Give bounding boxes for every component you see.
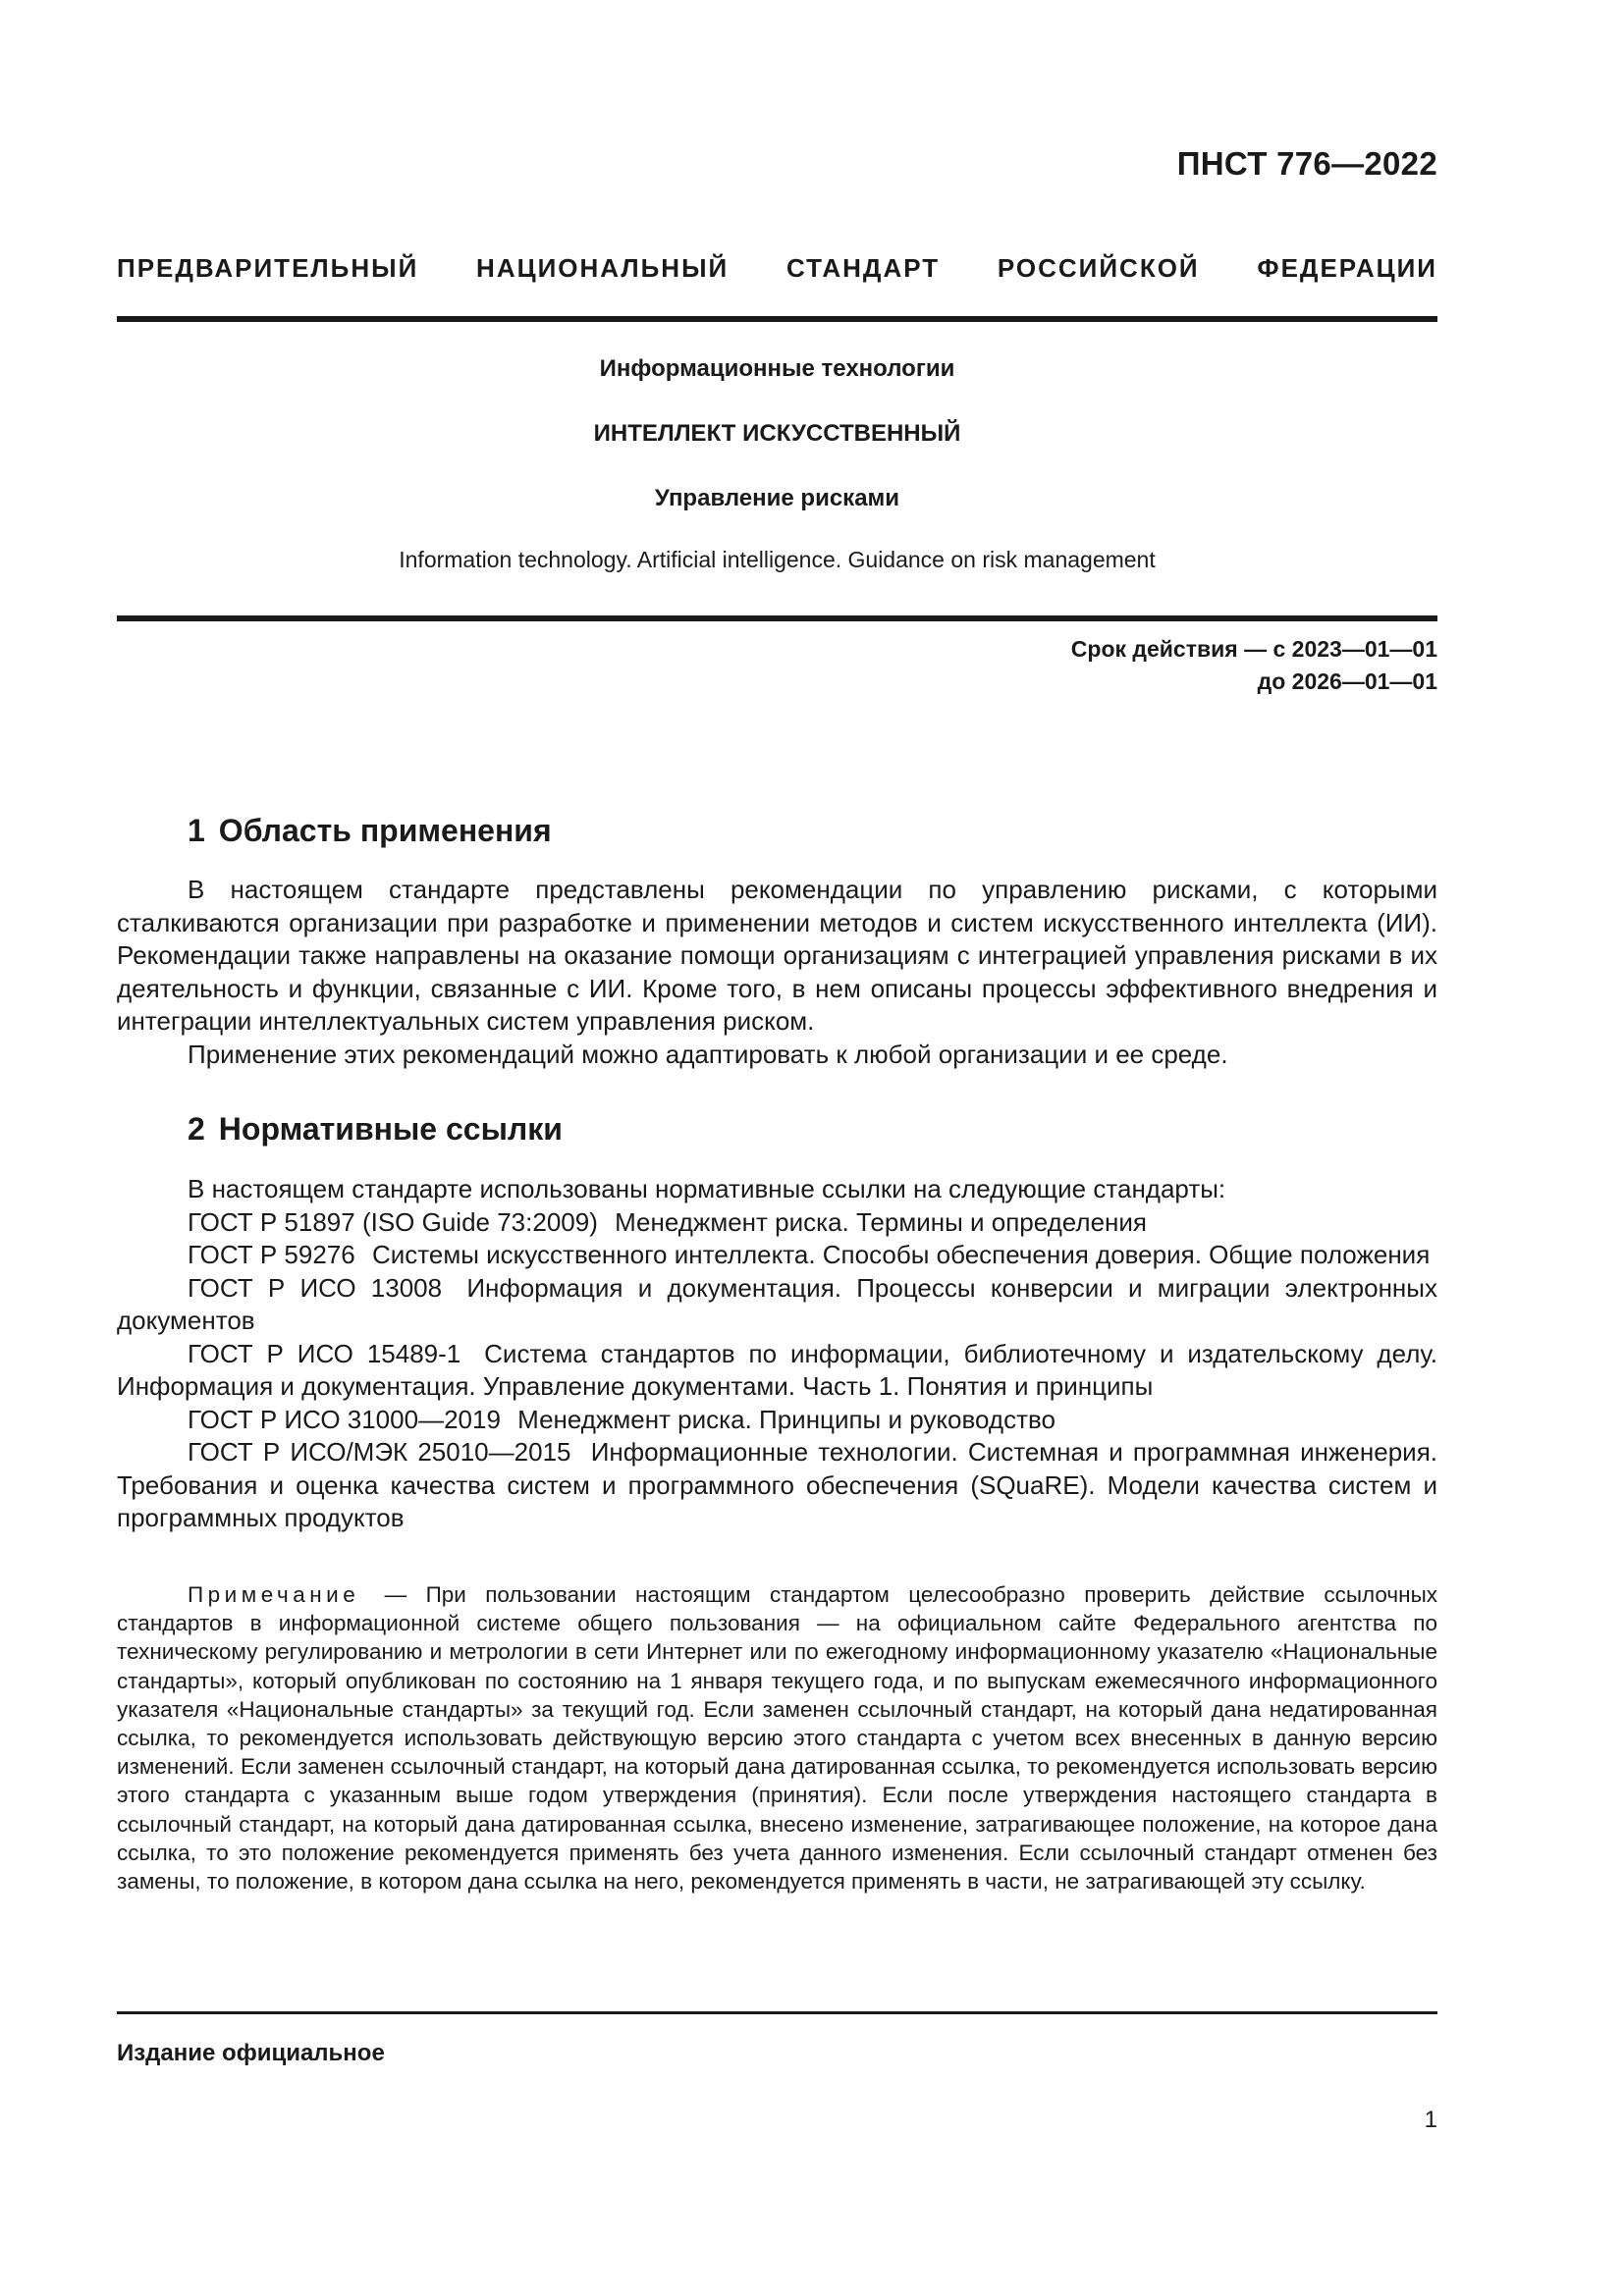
section-2-intro: В настоящем стандарте использованы нормативные ссылки на следующие стандарты: xyxy=(188,1174,1226,1203)
reference-item xyxy=(117,1206,1437,1240)
reference-title: Менеджмент риска. Термины и определения xyxy=(615,1206,1147,1237)
note-text: — При пользовании настоящим стандартом целесообразно проверить действие ссылочных стандартов в информационной системе общего пользования — на официальном сайте Федерального агентства по техническому регулированию и метрологии в сети Интернет или по ежегодному информационному указателю «Национальные стандарты», который опубликован по состоянию на 1 января текущего года, и по выпускам ежемесячного информационного указателя «Национальные стандарты» за текущий год. Если заменен ссылочный стандарт, на который дана недатированная ссылка, то рекомендуется использовать действующую версию этого стандарта с учетом всех внесенных в данную версию изменений. Если заменен ссылочный стандарт, на который дана датированная ссылка, то рекомендуется использовать версию этого стандарта с указанным выше годом утверждения (принятия). Если после утверждения настоящего стандарта в ссылочный стандарт, на который дана датированная ссылка, внесено изменение, затрагивающее положение, на которое дана ссылка, то это положение рекомендуется применять без учета данного изменения. Если ссылочный стандарт отменен без замены, то положение, в котором дана ссылка на него, рекомендуется применять в части, не затрагивающей эту ссылку. xyxy=(117,1582,1437,1895)
section-1-paragraph: В настоящем стандарте представлены рекомендации по управлению рисками, с которыми сталкиваются организации при разработке и применении методов и систем искусственного интеллекта (ИИ). Рекомендации также направлены на оказание помощи организациям с интеграцией управления рисками в их деятельность и функции, связанные с ИИ. Кроме того, в нем описаны процессы эффективного внедрения и интеграции интеллектуальных систем управления риском. xyxy=(117,875,1437,1036)
reference-item xyxy=(117,1436,1437,1535)
reference-code: ГОСТ Р ИСО 31000—2019 xyxy=(188,1404,501,1434)
page-number: 1 xyxy=(1424,2107,1437,2133)
section-2-body xyxy=(117,1173,1437,1535)
reference-item xyxy=(117,1272,1437,1338)
reference-code: ГОСТ Р ИСО/МЭК 25010—2015 xyxy=(188,1437,571,1467)
reference-item xyxy=(117,1338,1437,1404)
standard-kind: ПРЕДВАРИТЕЛЬНЫЙ НАЦИОНАЛЬНЫЙ СТАНДАРТ РОССИЙСКОЙ ФЕДЕРАЦИИ xyxy=(117,253,1437,283)
reference-code: ГОСТ Р ИСО 13008 xyxy=(188,1272,443,1303)
reference-code: ГОСТ Р 59276 xyxy=(188,1240,355,1269)
validity-from: Срок действия — с 2023—01—01 xyxy=(1070,636,1437,662)
section-2-heading xyxy=(188,1111,563,1148)
section-2-number: 2 xyxy=(188,1111,205,1147)
reference-item xyxy=(117,1404,1437,1437)
section-1-number: 1 xyxy=(188,813,205,848)
title-line-2: ИНТЕЛЛЕКТ ИСКУССТВЕННЫЙ xyxy=(593,420,961,447)
header-divider xyxy=(117,316,1437,322)
reference-title: Менеджмент риска. Принципы и руководство xyxy=(517,1404,1056,1434)
note-paragraph xyxy=(117,1580,1437,1896)
title-divider xyxy=(117,615,1437,621)
section-1-body xyxy=(117,874,1437,1071)
reference-title: Системы искусственного интеллекта. Способы обеспечения доверия. Общие положения xyxy=(371,1240,1431,1269)
normative-note xyxy=(117,1580,1437,1896)
title-english: Information technology. Artificial intelligence. Guidance on risk management xyxy=(399,547,1156,572)
reference-item xyxy=(117,1239,1437,1272)
reference-title: Информационные технологии. Системная и программная инженерия. Требования и оценка качества систем и программного обеспечения (SQuaRE). Модели качества систем и программных продуктов xyxy=(117,1437,1438,1532)
title-line-1: Информационные технологии xyxy=(599,355,955,382)
validity-to: до 2026—01—01 xyxy=(1257,668,1437,694)
standard-number: ПНСТ 776—2022 xyxy=(1176,145,1437,182)
reference-title: Система стандартов по информации, библиотечному и издательскому делу. Информация и документация. Управление документами. Часть 1. Понятия и принципы xyxy=(117,1338,1437,1401)
validity-period xyxy=(1071,633,1437,698)
section-2-title: Нормативные ссылки xyxy=(218,1111,563,1147)
footer-divider xyxy=(117,2011,1437,2014)
title-line-3: Управление рисками xyxy=(654,485,900,511)
reference-code: ГОСТ Р ИСО 15489-1 xyxy=(188,1338,461,1368)
note-label: Примечание xyxy=(188,1582,360,1607)
section-1-heading xyxy=(188,813,552,849)
reference-title: Информация и документация. Процессы конверсии и миграции электронных документов xyxy=(117,1272,1437,1335)
edition-label: Издание официальное xyxy=(117,2040,385,2066)
section-1-title: Область применения xyxy=(218,813,552,848)
section-1-paragraph: Применение этих рекомендаций можно адаптировать к любой организации и ее среде. xyxy=(188,1039,1228,1069)
reference-code: ГОСТ Р 51897 (ISO Guide 73:2009) xyxy=(188,1206,598,1237)
